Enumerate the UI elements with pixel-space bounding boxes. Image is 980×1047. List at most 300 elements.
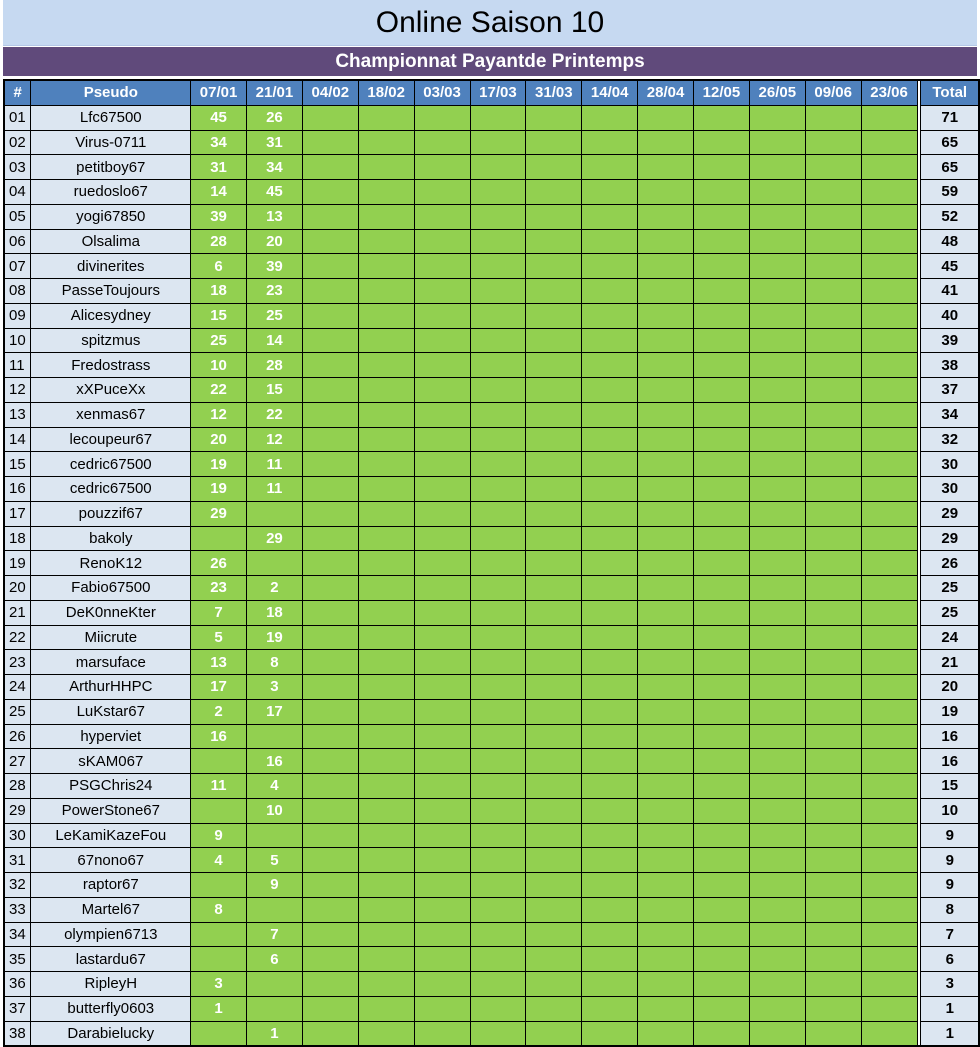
- score-cell: [414, 353, 470, 378]
- score-cell: [749, 823, 805, 848]
- pseudo-cell: Fabio67500: [31, 576, 191, 601]
- score-cell: 13: [247, 204, 303, 229]
- rank-cell: 16: [4, 477, 31, 502]
- header-date: 09/06: [805, 80, 861, 105]
- table-row: [4, 848, 979, 873]
- pseudo-cell: cedric67500: [31, 452, 191, 477]
- score-cell: [582, 699, 638, 724]
- pseudo-cell: butterfly0603: [31, 996, 191, 1021]
- score-cell: [191, 947, 247, 972]
- table-row: [4, 353, 979, 378]
- total-cell: 16: [921, 724, 979, 749]
- score-cell: 8: [247, 650, 303, 675]
- score-cell: [582, 873, 638, 898]
- score-cell: [358, 477, 414, 502]
- score-cell: [358, 625, 414, 650]
- total-cell: 7: [921, 922, 979, 947]
- score-cell: [861, 947, 917, 972]
- score-cell: 39: [247, 254, 303, 279]
- score-cell: [582, 675, 638, 700]
- score-cell: [638, 155, 694, 180]
- score-cell: [470, 576, 526, 601]
- score-cell: 20: [191, 427, 247, 452]
- score-cell: 17: [191, 675, 247, 700]
- score-cell: [470, 749, 526, 774]
- rank-cell: 27: [4, 749, 31, 774]
- table-row: [4, 328, 979, 353]
- score-cell: [861, 353, 917, 378]
- score-cell: [805, 130, 861, 155]
- score-cell: [582, 526, 638, 551]
- score-cell: [749, 897, 805, 922]
- score-cell: 26: [247, 105, 303, 130]
- score-cell: [414, 130, 470, 155]
- score-cell: [470, 204, 526, 229]
- rank-cell: 25: [4, 699, 31, 724]
- table-row: [4, 229, 979, 254]
- score-cell: [470, 848, 526, 873]
- score-cell: [749, 501, 805, 526]
- score-cell: 29: [191, 501, 247, 526]
- score-cell: [861, 452, 917, 477]
- rank-cell: 18: [4, 526, 31, 551]
- score-cell: [470, 180, 526, 205]
- score-cell: 16: [247, 749, 303, 774]
- score-cell: [414, 897, 470, 922]
- score-cell: [694, 279, 750, 304]
- score-cell: 10: [247, 798, 303, 823]
- score-cell: 18: [247, 600, 303, 625]
- score-cell: [414, 452, 470, 477]
- score-cell: [861, 378, 917, 403]
- score-cell: [861, 1021, 917, 1046]
- score-cell: [861, 774, 917, 799]
- score-cell: [470, 625, 526, 650]
- score-cell: [638, 130, 694, 155]
- pseudo-cell: yogi67850: [31, 204, 191, 229]
- championship-subtitle: Championnat Payantde Printemps: [3, 47, 977, 76]
- total-cell: 38: [921, 353, 979, 378]
- score-cell: [302, 402, 358, 427]
- score-cell: [414, 1021, 470, 1046]
- score-cell: [694, 650, 750, 675]
- rank-cell: 19: [4, 551, 31, 576]
- score-cell: [470, 402, 526, 427]
- table-row: [4, 600, 979, 625]
- score-cell: [470, 452, 526, 477]
- score-cell: [805, 576, 861, 601]
- score-cell: [358, 452, 414, 477]
- score-cell: [358, 1021, 414, 1046]
- total-cell: 45: [921, 254, 979, 279]
- table-row: [4, 1021, 979, 1046]
- score-cell: [638, 1021, 694, 1046]
- score-cell: [302, 699, 358, 724]
- score-cell: 45: [191, 105, 247, 130]
- pseudo-cell: Miicrute: [31, 625, 191, 650]
- score-cell: [582, 625, 638, 650]
- score-cell: [414, 254, 470, 279]
- score-cell: [470, 1021, 526, 1046]
- score-cell: [638, 699, 694, 724]
- pseudo-cell: LuKstar67: [31, 699, 191, 724]
- score-cell: 45: [247, 180, 303, 205]
- score-cell: [358, 897, 414, 922]
- score-cell: [582, 204, 638, 229]
- header-date: 04/02: [302, 80, 358, 105]
- score-cell: 10: [191, 353, 247, 378]
- score-cell: [805, 972, 861, 997]
- score-cell: [749, 551, 805, 576]
- score-cell: [582, 749, 638, 774]
- table-row: [4, 873, 979, 898]
- score-cell: [302, 130, 358, 155]
- score-cell: [358, 551, 414, 576]
- score-cell: [749, 155, 805, 180]
- score-cell: [805, 873, 861, 898]
- table-header-row: [4, 80, 979, 105]
- score-cell: [694, 229, 750, 254]
- score-cell: [302, 823, 358, 848]
- score-cell: [749, 600, 805, 625]
- table-row: [4, 996, 979, 1021]
- score-cell: [638, 922, 694, 947]
- score-cell: 9: [247, 873, 303, 898]
- score-cell: [694, 180, 750, 205]
- score-cell: 15: [191, 303, 247, 328]
- score-cell: 23: [247, 279, 303, 304]
- score-cell: [638, 873, 694, 898]
- score-cell: [861, 724, 917, 749]
- score-cell: [470, 650, 526, 675]
- rank-cell: 29: [4, 798, 31, 823]
- score-cell: [414, 774, 470, 799]
- score-cell: [582, 996, 638, 1021]
- score-cell: [526, 823, 582, 848]
- score-cell: [582, 972, 638, 997]
- score-cell: [526, 576, 582, 601]
- score-cell: [805, 699, 861, 724]
- rank-cell: 22: [4, 625, 31, 650]
- rank-cell: 37: [4, 996, 31, 1021]
- rank-cell: 03: [4, 155, 31, 180]
- total-cell: 9: [921, 823, 979, 848]
- score-cell: [749, 625, 805, 650]
- score-cell: 12: [191, 402, 247, 427]
- score-cell: 19: [247, 625, 303, 650]
- score-cell: [638, 996, 694, 1021]
- score-cell: [302, 897, 358, 922]
- score-cell: [638, 749, 694, 774]
- score-cell: [414, 922, 470, 947]
- score-cell: [638, 972, 694, 997]
- score-cell: 11: [247, 452, 303, 477]
- table-row: [4, 402, 979, 427]
- score-cell: [749, 279, 805, 304]
- total-cell: 71: [921, 105, 979, 130]
- pseudo-cell: RipleyH: [31, 972, 191, 997]
- score-cell: [302, 303, 358, 328]
- pseudo-cell: bakoly: [31, 526, 191, 551]
- score-cell: [749, 402, 805, 427]
- score-cell: [470, 798, 526, 823]
- score-cell: [302, 328, 358, 353]
- score-cell: [526, 229, 582, 254]
- score-cell: [638, 848, 694, 873]
- score-cell: [805, 749, 861, 774]
- score-cell: [861, 105, 917, 130]
- rank-cell: 36: [4, 972, 31, 997]
- score-cell: [470, 303, 526, 328]
- score-cell: [749, 427, 805, 452]
- score-cell: [247, 724, 303, 749]
- header-date: 23/06: [861, 80, 917, 105]
- total-cell: 34: [921, 402, 979, 427]
- score-cell: [694, 972, 750, 997]
- total-cell: 30: [921, 452, 979, 477]
- score-cell: [358, 130, 414, 155]
- score-cell: [749, 972, 805, 997]
- score-cell: [358, 402, 414, 427]
- header-date: 12/05: [694, 80, 750, 105]
- score-cell: 34: [247, 155, 303, 180]
- score-cell: [526, 378, 582, 403]
- score-cell: [414, 576, 470, 601]
- pseudo-cell: PowerStone67: [31, 798, 191, 823]
- score-cell: [526, 650, 582, 675]
- score-cell: [414, 823, 470, 848]
- score-cell: [582, 922, 638, 947]
- score-cell: [694, 848, 750, 873]
- total-cell: 10: [921, 798, 979, 823]
- score-cell: [582, 279, 638, 304]
- score-cell: [638, 650, 694, 675]
- score-cell: [414, 947, 470, 972]
- score-cell: [470, 724, 526, 749]
- score-cell: [694, 675, 750, 700]
- score-cell: [694, 947, 750, 972]
- score-cell: [302, 922, 358, 947]
- score-cell: [414, 996, 470, 1021]
- score-cell: [638, 526, 694, 551]
- score-cell: [805, 1021, 861, 1046]
- score-cell: [694, 873, 750, 898]
- score-cell: [582, 328, 638, 353]
- score-cell: [414, 699, 470, 724]
- rank-cell: 12: [4, 378, 31, 403]
- score-cell: [526, 848, 582, 873]
- score-cell: [805, 328, 861, 353]
- score-cell: [302, 972, 358, 997]
- score-cell: 14: [247, 328, 303, 353]
- score-cell: [358, 922, 414, 947]
- total-cell: 20: [921, 675, 979, 700]
- score-cell: [414, 625, 470, 650]
- score-cell: [694, 402, 750, 427]
- score-cell: [805, 848, 861, 873]
- score-cell: [414, 749, 470, 774]
- score-cell: [302, 675, 358, 700]
- score-cell: 34: [191, 130, 247, 155]
- score-cell: [358, 501, 414, 526]
- score-cell: [749, 254, 805, 279]
- score-cell: [694, 625, 750, 650]
- table-row: [4, 105, 979, 130]
- score-cell: [302, 724, 358, 749]
- rank-cell: 14: [4, 427, 31, 452]
- score-cell: [526, 625, 582, 650]
- score-cell: [861, 402, 917, 427]
- score-cell: [749, 353, 805, 378]
- score-cell: [358, 675, 414, 700]
- score-cell: [861, 600, 917, 625]
- pseudo-cell: DeK0nneKter: [31, 600, 191, 625]
- pseudo-cell: divinerites: [31, 254, 191, 279]
- score-cell: [694, 922, 750, 947]
- score-cell: [358, 996, 414, 1021]
- score-cell: [302, 947, 358, 972]
- total-cell: 25: [921, 576, 979, 601]
- score-cell: [358, 378, 414, 403]
- rank-cell: 04: [4, 180, 31, 205]
- pseudo-cell: sKAM067: [31, 749, 191, 774]
- score-cell: [358, 724, 414, 749]
- score-cell: [358, 600, 414, 625]
- score-cell: [805, 353, 861, 378]
- score-cell: [638, 600, 694, 625]
- score-cell: [414, 848, 470, 873]
- score-cell: [358, 699, 414, 724]
- rank-cell: 15: [4, 452, 31, 477]
- score-cell: 16: [191, 724, 247, 749]
- score-cell: [749, 105, 805, 130]
- score-cell: [694, 130, 750, 155]
- score-cell: [526, 724, 582, 749]
- score-cell: [861, 873, 917, 898]
- score-cell: 7: [247, 922, 303, 947]
- score-cell: [302, 353, 358, 378]
- score-cell: [470, 972, 526, 997]
- score-cell: [470, 279, 526, 304]
- table-row: [4, 650, 979, 675]
- score-cell: [694, 501, 750, 526]
- rank-cell: 31: [4, 848, 31, 873]
- pseudo-cell: 67nono67: [31, 848, 191, 873]
- score-cell: [805, 477, 861, 502]
- pseudo-cell: cedric67500: [31, 477, 191, 502]
- score-cell: [861, 501, 917, 526]
- score-cell: [749, 749, 805, 774]
- pseudo-cell: petitboy67: [31, 155, 191, 180]
- header-pseudo: Pseudo: [31, 80, 191, 105]
- score-cell: [470, 551, 526, 576]
- score-cell: [414, 155, 470, 180]
- score-cell: [861, 996, 917, 1021]
- pseudo-cell: Fredostrass: [31, 353, 191, 378]
- score-cell: 39: [191, 204, 247, 229]
- rank-cell: 30: [4, 823, 31, 848]
- score-cell: [638, 551, 694, 576]
- score-cell: [582, 477, 638, 502]
- header-date: 03/03: [414, 80, 470, 105]
- score-cell: [638, 823, 694, 848]
- score-cell: [470, 774, 526, 799]
- table-row: [4, 576, 979, 601]
- score-cell: [526, 749, 582, 774]
- pseudo-cell: ruedoslo67: [31, 180, 191, 205]
- score-cell: [526, 947, 582, 972]
- score-cell: [302, 650, 358, 675]
- rank-cell: 28: [4, 774, 31, 799]
- score-cell: [302, 774, 358, 799]
- score-cell: [694, 551, 750, 576]
- pseudo-cell: PSGChris24: [31, 774, 191, 799]
- score-cell: 13: [191, 650, 247, 675]
- score-cell: [302, 204, 358, 229]
- score-cell: [247, 996, 303, 1021]
- table-row: [4, 279, 979, 304]
- pseudo-cell: PasseToujours: [31, 279, 191, 304]
- score-cell: [526, 155, 582, 180]
- score-cell: [526, 328, 582, 353]
- score-cell: [582, 105, 638, 130]
- score-cell: [526, 922, 582, 947]
- score-cell: [694, 353, 750, 378]
- score-cell: [694, 699, 750, 724]
- score-cell: [302, 279, 358, 304]
- table-row: [4, 501, 979, 526]
- score-cell: [749, 452, 805, 477]
- score-cell: [414, 600, 470, 625]
- score-cell: [526, 130, 582, 155]
- score-cell: 18: [191, 279, 247, 304]
- score-cell: [749, 303, 805, 328]
- score-cell: [358, 774, 414, 799]
- table-row: [4, 922, 979, 947]
- score-cell: [358, 229, 414, 254]
- score-cell: [749, 699, 805, 724]
- score-cell: 31: [247, 130, 303, 155]
- header-date: 28/04: [638, 80, 694, 105]
- rank-cell: 09: [4, 303, 31, 328]
- score-cell: 2: [247, 576, 303, 601]
- rank-cell: 23: [4, 650, 31, 675]
- table-row: [4, 477, 979, 502]
- score-cell: [470, 947, 526, 972]
- score-cell: 11: [191, 774, 247, 799]
- score-cell: [638, 452, 694, 477]
- score-cell: [414, 105, 470, 130]
- score-cell: [582, 551, 638, 576]
- score-cell: [861, 180, 917, 205]
- score-cell: [861, 551, 917, 576]
- score-cell: [302, 452, 358, 477]
- score-cell: [638, 105, 694, 130]
- score-cell: [526, 774, 582, 799]
- score-cell: [526, 897, 582, 922]
- score-cell: [470, 897, 526, 922]
- score-cell: [526, 452, 582, 477]
- standings-table: [3, 79, 980, 1047]
- score-cell: [694, 452, 750, 477]
- score-cell: [247, 897, 303, 922]
- score-cell: [694, 254, 750, 279]
- score-cell: [805, 402, 861, 427]
- score-cell: [694, 526, 750, 551]
- score-cell: 29: [247, 526, 303, 551]
- score-cell: [302, 254, 358, 279]
- score-cell: [861, 130, 917, 155]
